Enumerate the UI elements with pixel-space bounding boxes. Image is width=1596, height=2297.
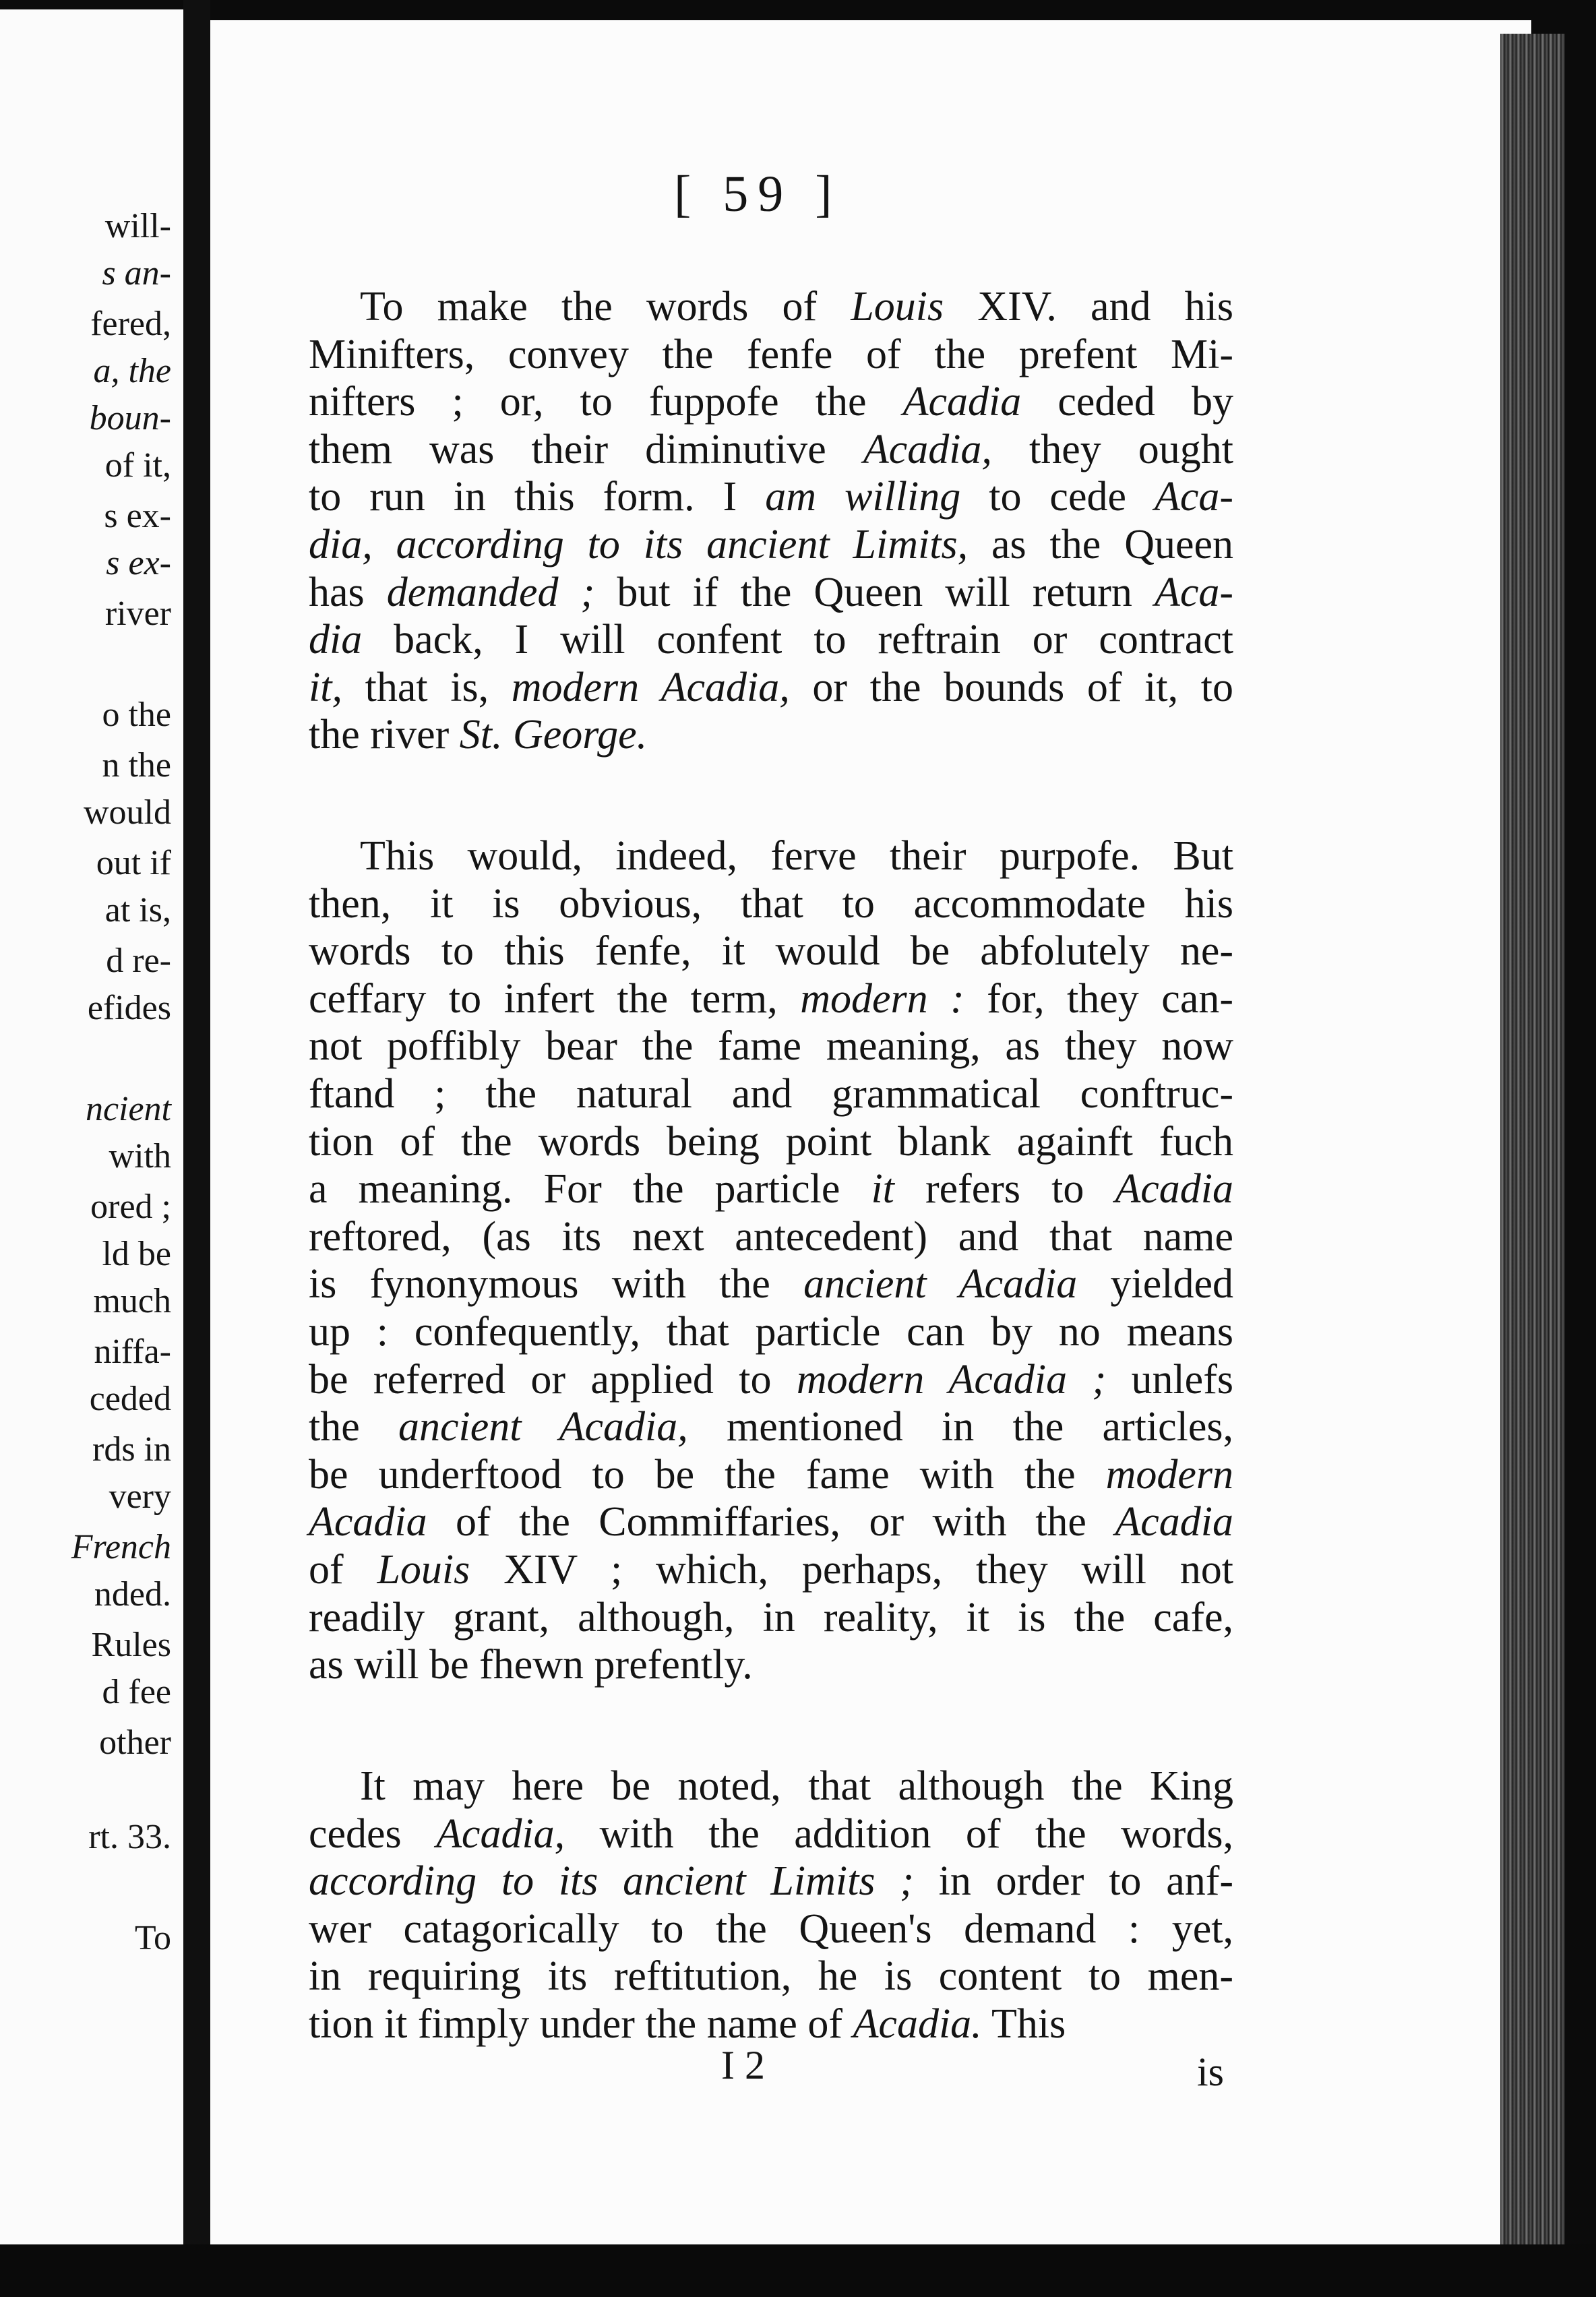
text-run: readily grant, although, in reality, it is the cafe,	[309, 1594, 1233, 1641]
italic-run: Aca-	[1154, 474, 1234, 520]
text-line	[309, 616, 1233, 663]
text-run: tion of the words being point blank againft fuch	[309, 1118, 1233, 1165]
text-line	[309, 473, 1233, 520]
text-run: nifters ; or, to fuppofe the	[309, 379, 903, 425]
text-run: they ought	[991, 426, 1233, 472]
text-line	[309, 569, 1233, 616]
italic-run: modern	[1105, 1451, 1233, 1498]
text-run: in order to anf-	[913, 1858, 1233, 1905]
italic-run: Acadia,	[436, 1810, 565, 1857]
scan-border	[0, 2244, 1596, 2297]
text-line	[309, 426, 1233, 473]
italic-run: ancient Acadia	[803, 1261, 1078, 1308]
left-page-fragment: d fee	[102, 1673, 171, 1711]
italic-run: modern Acadia,	[511, 664, 790, 710]
text-run: refers to	[894, 1166, 1115, 1213]
left-page-fragment: Rules	[91, 1626, 171, 1664]
text-run: but if the Queen will return	[594, 569, 1155, 615]
left-page-fragment: nded.	[94, 1575, 171, 1614]
left-page-fragment: ored ;	[90, 1188, 171, 1226]
text-run: for, they can-	[964, 975, 1233, 1022]
italic-run: dia	[309, 617, 363, 663]
left-page-fragment: o the	[102, 696, 171, 734]
italic-run: Acadia,	[863, 426, 992, 472]
left-page-fragment: n the	[102, 746, 171, 785]
left-page	[0, 9, 183, 2254]
left-page-fragment: ncient	[85, 1090, 171, 1128]
italic-run: Acadia	[1115, 1166, 1233, 1213]
text-line	[309, 1641, 1233, 1688]
left-page-fragment: s ex-	[104, 497, 171, 535]
text-run: as will be fhewn prefently.	[309, 1642, 753, 1688]
left-page-fragment: would	[84, 793, 171, 832]
text-run: then, it is obvious, that to accommodate his	[309, 880, 1233, 927]
text-line	[309, 1498, 1233, 1545]
left-page-fragment: a, the	[93, 352, 171, 390]
text-run: be underftood to be the fame with the	[309, 1451, 1106, 1498]
text-line	[309, 927, 1233, 975]
text-line	[309, 2000, 1233, 2048]
text-run: in requiring its reftitution, he is content to men-	[309, 1953, 1233, 2000]
left-page-fragment: will-	[104, 207, 171, 245]
italic-run: Acadia.	[853, 2001, 982, 2047]
left-page-fragment: out if	[96, 844, 171, 882]
text-run: yielded	[1077, 1261, 1233, 1308]
italic-run: demanded ;	[386, 569, 595, 615]
italic-run: Acadia	[902, 379, 1022, 425]
text-run: unlefs	[1106, 1356, 1233, 1403]
text-run: wer catagorically to the Queen's demand : yet,	[309, 1905, 1233, 1952]
text-run: of the Commiffaries, or with the	[427, 1499, 1115, 1545]
text-run: XIV. and his	[944, 284, 1233, 330]
text-run: ftand ; the natural and grammatical conftruc-	[309, 1071, 1233, 1117]
left-page-fragment: much	[93, 1282, 171, 1320]
italic-run: according to its ancient Limits ;	[309, 1858, 914, 1905]
text-line	[309, 283, 1233, 330]
left-page-fragment: niffa-	[94, 1333, 171, 1371]
text-line	[309, 711, 1233, 758]
text-run: Minifters, convey the fenfe of the prefent Mi-	[309, 331, 1233, 377]
text-run: them was their diminutive	[309, 426, 863, 472]
text-line	[309, 378, 1233, 425]
left-page-fragment: French	[71, 1528, 171, 1566]
text-line	[309, 832, 1233, 880]
text-line	[309, 1858, 1233, 1905]
italic-run: ancient Acadia,	[398, 1404, 688, 1450]
italic-run: Louis	[851, 284, 944, 330]
text-run: to run in this form. I	[309, 474, 766, 520]
text-run: reftored, (as its next antecedent) and that name	[309, 1213, 1233, 1260]
left-page-fragment: rt. 33.	[88, 1818, 171, 1856]
italic-run: Louis	[377, 1547, 470, 1593]
text-run: with the addition of the words,	[565, 1810, 1234, 1857]
text-run: mentioned in the articles,	[687, 1404, 1233, 1450]
text-run: a meaning. For the particle	[309, 1166, 871, 1213]
text-run: back, I will confent to reftrain or contract	[362, 617, 1233, 663]
text-run: has	[309, 569, 387, 615]
text-line	[309, 1022, 1233, 1070]
text-line	[309, 1213, 1233, 1260]
text-run: of	[309, 1547, 377, 1593]
left-page-fragment: ceded	[89, 1380, 171, 1418]
text-line	[309, 1763, 1233, 1810]
text-line	[309, 1308, 1233, 1355]
italic-run: Aca-	[1154, 569, 1233, 615]
text-line	[309, 1356, 1233, 1403]
text-line	[309, 1594, 1233, 1641]
left-page-fragment: fered,	[90, 305, 171, 343]
left-page-fragment: other	[99, 1723, 171, 1762]
italic-run: modern :	[800, 975, 964, 1022]
text-line	[309, 1260, 1233, 1308]
book-gutter	[183, 0, 210, 2297]
text-run: tion it fimply under the name of	[309, 2001, 853, 2047]
text-run: ceffary to infert the term,	[309, 975, 801, 1022]
text-line	[309, 1905, 1233, 1953]
italic-run: Acadia	[309, 1499, 427, 1545]
text-line	[309, 521, 1233, 568]
text-run: This would, indeed, ferve their purpofe. But	[360, 833, 1233, 879]
text-run: To make the words of	[360, 284, 851, 330]
italic-run: modern Acadia ;	[796, 1356, 1107, 1403]
text-run: or the bounds of it, to	[789, 664, 1233, 710]
text-run: not poffibly bear the fame meaning, as they now	[309, 1023, 1233, 1070]
text-run: XIV ; which, perhaps, they will not	[470, 1547, 1233, 1593]
text-run: ceded by	[1021, 379, 1233, 425]
text-line	[309, 1810, 1233, 1858]
text-line	[309, 1953, 1233, 2000]
text-line	[309, 1165, 1233, 1213]
text-run: up : confequently, that particle can by no means	[309, 1309, 1233, 1355]
page-number-header: [ 59 ]	[674, 166, 842, 222]
left-page-fragment: rds in	[92, 1430, 171, 1469]
text-run: be referred or applied to	[309, 1356, 797, 1403]
text-run: to cede	[960, 474, 1155, 520]
text-line	[309, 1403, 1233, 1450]
left-page-fragment: at is,	[104, 891, 171, 929]
italic-run: it	[871, 1166, 894, 1213]
text-run: as the Queen	[968, 522, 1233, 568]
italic-run: it,	[309, 664, 342, 710]
left-page-fragment: To	[134, 1919, 171, 1957]
italic-run: dia, according to its ancient Limits,	[309, 522, 969, 568]
left-page-fragment: efides	[87, 989, 171, 1027]
text-run: the river	[309, 712, 460, 758]
left-page-fragment: with	[109, 1137, 171, 1175]
text-run: This	[981, 2001, 1066, 2047]
text-run: is fynonymous with the	[309, 1261, 804, 1308]
text-line	[309, 1546, 1233, 1593]
text-run: the	[309, 1404, 399, 1450]
catchword: is	[1197, 2050, 1225, 2094]
left-page-fragment: d re-	[106, 942, 171, 980]
page-edge	[1500, 34, 1565, 2251]
text-line	[309, 1118, 1233, 1165]
text-run: words to this fenfe, it would be abfolutely ne-	[309, 928, 1233, 975]
left-page-fragment: s an-	[102, 254, 171, 293]
signature-mark: I 2	[721, 2043, 765, 2087]
text-line	[309, 331, 1233, 378]
italic-run: am willing	[765, 474, 961, 520]
italic-run: Acadia	[1115, 1499, 1233, 1545]
left-page-fragment: of it,	[104, 446, 171, 485]
text-run: that is,	[342, 664, 512, 710]
text-run: cedes	[309, 1810, 437, 1857]
left-page-fragment: boun-	[89, 399, 171, 437]
text-line	[309, 1070, 1233, 1117]
left-page-fragment: river	[104, 594, 171, 633]
left-page-fragment: very	[109, 1477, 171, 1516]
text-line	[309, 880, 1233, 927]
italic-run: St. George.	[459, 712, 648, 758]
left-page-fragment: s ex-	[106, 544, 171, 582]
text-line	[309, 975, 1233, 1022]
left-page-fragment: ld be	[102, 1235, 171, 1273]
text-line	[309, 1451, 1233, 1498]
text-run: It may here be noted, that although the King	[360, 1763, 1233, 1809]
text-line	[309, 664, 1233, 711]
